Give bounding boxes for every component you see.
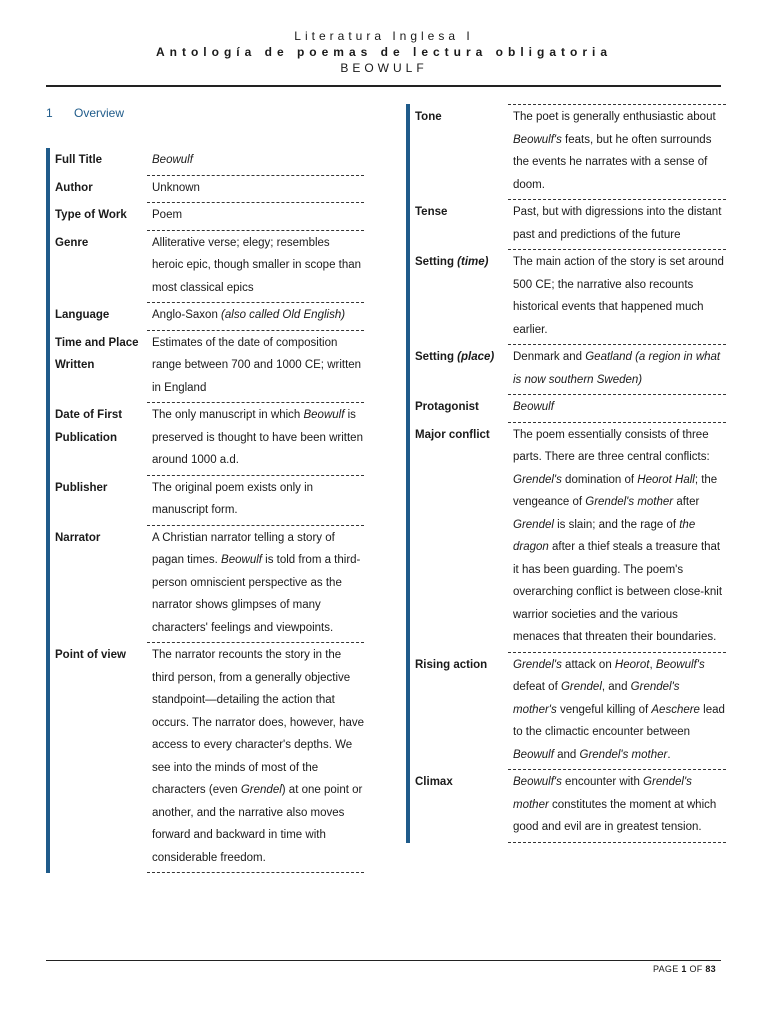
table-row [50,148,364,176]
table-row [50,331,364,404]
row-value: The only manuscript in which Beowulf is preserved is thought to have been written around 1000 a.d. [152,409,363,466]
table-row [410,423,726,653]
row-value: The original poem exists only in manuscript form. [152,481,314,516]
row-label: Point of view [55,649,126,661]
document-header [0,28,768,76]
row-label: Language [55,309,110,321]
row-label: Genre [55,236,89,249]
row-value: Denmark and Geatland (a region in what is now southern Sweden) [513,351,721,386]
row-label: Tone [415,111,442,123]
table-row [50,403,364,476]
table-row [50,303,364,331]
row-label: Setting (time) [415,256,489,268]
row-label: Climax [415,776,453,788]
row-value: Beowulf [513,401,554,413]
row-label: Setting (place) [415,351,495,363]
row-value: A Christian narrator telling a story of pagan times. Beowulf is told from a third-person omniscient perspective as the narrator shows glimpses of many characters' feelings and viewpoints. [152,531,361,634]
row-value: Beowulf [152,154,193,166]
row-value: Beowulf's encounter with Grendel's mother constitutes the moment at which good and evil are in greatest tension. [513,776,717,833]
row-value: Poem [152,209,183,221]
row-value: Anglo-Saxon (also called Old English) [152,309,346,321]
row-value: Alliterative verse; elegy; resembles heroic epic, though smaller in scope than most classical epics [152,236,362,294]
row-label: Type of Work [55,209,127,221]
section-heading [46,106,124,120]
row-label: Rising action [415,658,488,671]
header-rule [46,85,721,87]
table-row [50,526,364,644]
row-value: The poet is generally enthusiastic about Beowulf's feats, but he often surrounds the events he narrates with a sense of doom. [513,111,716,191]
row-label: Major conflict [415,428,490,441]
work-title: BEOWULF [340,61,428,75]
row-value: Unknown [152,181,200,194]
table-row [50,476,364,526]
section-number: 1 [46,106,53,120]
row-label: Date of First Publication [55,409,123,444]
table-row [410,345,726,395]
row-value: The poem essentially consists of three parts. There are three central conflicts: Grendel's domination of Heorot Hall; the vengeance of Grendel's mother after Grendel is slain; and the rage of the dragon after a thief steals a treasure that it has been guarding. The poem's overarching conflict is between close-knit warrior societies and the various menaces that threaten their boundaries. [513,428,723,643]
overview-table-right [406,104,726,843]
anthology-title: Antología de poemas de lectura obligatoria [155,45,613,59]
table-row [410,770,726,843]
row-value: Grendel's attack on Heorot, Beowulf's defeat of Grendel, and Grendel's mother's vengeful killing of Aeschere lead to the climactic encounter between Beowulf and Grendel's mother. [513,658,725,761]
footer-rule [46,960,721,961]
table-row [50,203,364,231]
row-value: Estimates of the date of composition range between 700 and 1000 CE; written in England [152,336,362,394]
table-row [410,200,726,250]
row-value: Past, but with digressions into the distant past and predictions of the future [513,206,722,241]
row-label: Time and Place Written [55,336,139,371]
page-footer [653,964,716,974]
row-label: Tense [415,206,448,218]
row-label: Author [55,181,93,194]
row-label: Protagonist [415,401,479,413]
table-row [410,250,726,345]
page-separator: OF [689,964,703,974]
section-title: Overview [74,106,125,120]
course-title: Literatura Inglesa I [294,29,474,43]
table-row [410,395,726,423]
row-value: The narrator recounts the story in the third person, from a generally objective standpoint—detailing the action that occurs. The narrator does, however, have access to every character's depths. We see into the minds of most of the characters (even Grendel) at one point or another, and the narrative also moves forward and backward in time with considerable freedom. [152,649,365,864]
page-prefix: PAGE [652,964,679,974]
overview-table-left [46,148,364,873]
page-current: 1 [681,964,687,974]
table-row [410,653,726,771]
table-row [50,643,364,873]
row-label: Narrator [55,531,101,544]
page-total: 83 [705,964,716,974]
row-value: The main action of the story is set around 500 CE; the narrative also recounts historical events that happened much earlier. [513,256,724,336]
table-row [410,104,726,200]
table-row [50,176,364,204]
row-label: Publisher [55,481,108,494]
row-label: Full Title [55,154,103,166]
table-row [50,231,364,304]
